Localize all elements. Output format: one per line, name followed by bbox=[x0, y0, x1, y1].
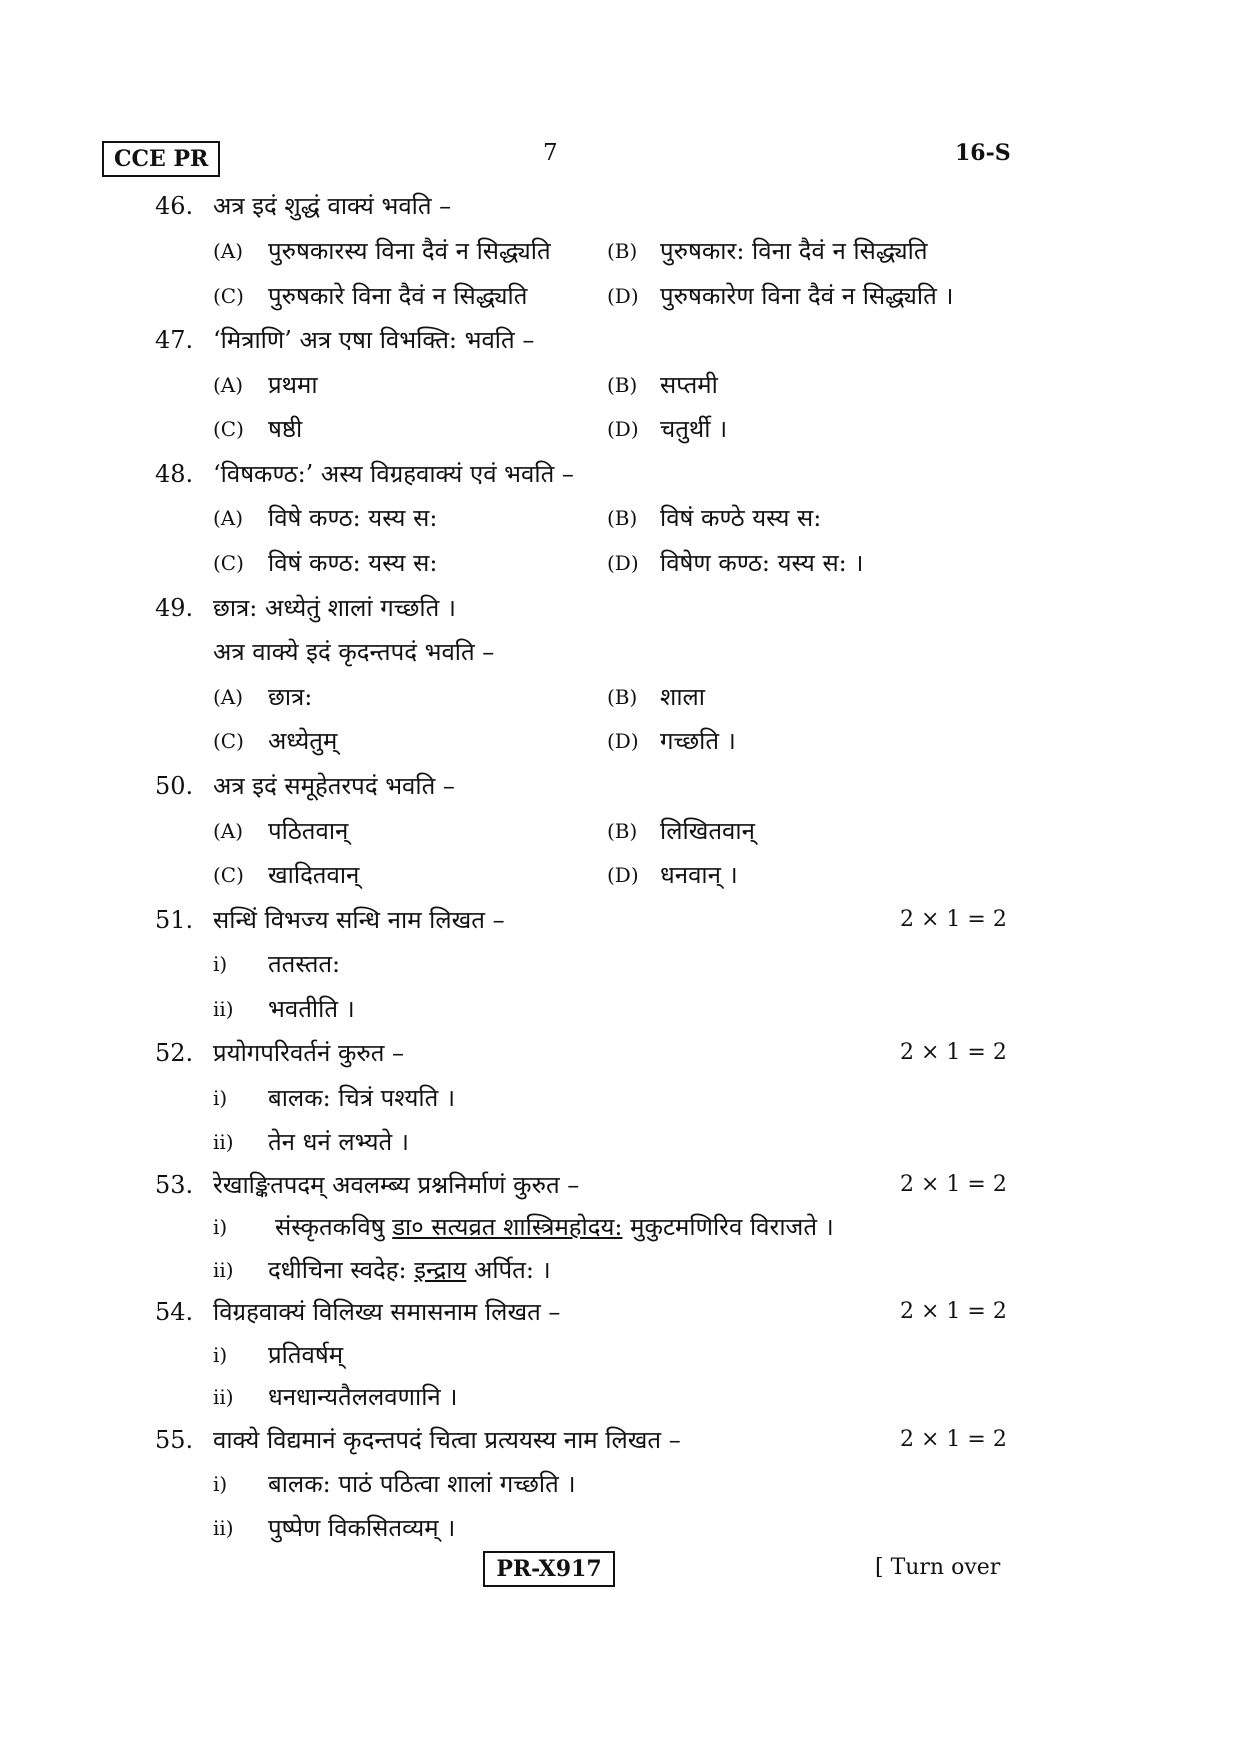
question-text: छात्र: अध्येतुं शालां गच्छति । bbox=[213, 594, 457, 622]
sub-item-text: बालक: चित्रं पश्यति । bbox=[268, 1084, 456, 1112]
option-c: पुरुषकारे विना दैवं न सिद्ध्यति bbox=[268, 282, 528, 310]
option-label: (B) bbox=[607, 373, 638, 397]
sub-item-label: ii) bbox=[213, 1385, 234, 1409]
option-label: (D) bbox=[607, 863, 639, 887]
sub-item-label: ii) bbox=[213, 1258, 234, 1282]
option-a: छात्र: bbox=[268, 683, 313, 711]
footer-code-box: PR-X917 bbox=[483, 1551, 615, 1587]
option-a: पुरुषकारस्य विना दैवं न सिद्ध्यति bbox=[268, 237, 551, 265]
option-label: (A) bbox=[213, 373, 244, 397]
question-text: ‘मित्राणि’ अत्र एषा विभक्ति: भवति – bbox=[213, 326, 535, 354]
option-b: सप्तमी bbox=[660, 371, 718, 399]
question-text: अत्र इदं शुद्धं वाक्यं भवति – bbox=[213, 192, 452, 220]
option-label: (D) bbox=[607, 551, 639, 575]
sub-item-label: i) bbox=[213, 952, 228, 976]
option-d: धनवान् । bbox=[660, 861, 738, 889]
option-d: चतुर्थी । bbox=[660, 415, 728, 443]
sub-item-text bbox=[275, 1205, 834, 1249]
question-marks: 2 × 1 = 2 bbox=[900, 907, 1007, 932]
sub-item-text: पुष्पेण विकसितव्यम् । bbox=[268, 1514, 456, 1542]
option-d: पुरुषकारेण विना दैवं न सिद्ध्यति । bbox=[660, 282, 954, 310]
question-text: विग्रहवाक्यं विलिख्य समासनाम लिखत – bbox=[213, 1298, 561, 1326]
sub-item-label: i) bbox=[213, 1472, 228, 1496]
sub-item-label: ii) bbox=[213, 1516, 234, 1540]
page-number: 7 bbox=[543, 140, 558, 166]
underlined-phrase: इन्द्राय bbox=[414, 1256, 467, 1284]
sub-item-text-post: मुकुटमणिरिव विराजते । bbox=[630, 1213, 834, 1241]
sub-item-text: धनधान्यतैललवणानि । bbox=[268, 1383, 458, 1411]
sub-item-text: ततस्तत: bbox=[268, 950, 341, 978]
question-number: 46. bbox=[155, 192, 194, 220]
question-text: वाक्ये विद्यमानं कृदन्तपदं चित्वा प्रत्ययस्य नाम लिखत – bbox=[213, 1426, 681, 1454]
option-label: (B) bbox=[607, 819, 638, 843]
turn-over-note: [ Turn over bbox=[875, 1555, 1001, 1580]
header-code-box: CCE PR bbox=[102, 141, 220, 177]
question-number: 55. bbox=[155, 1426, 194, 1454]
question-number: 53. bbox=[155, 1171, 194, 1199]
question-number: 50. bbox=[155, 772, 194, 800]
option-a: पठितवान् bbox=[268, 817, 349, 845]
option-c: खादितवान् bbox=[268, 861, 360, 889]
option-label: (B) bbox=[607, 685, 638, 709]
option-b: लिखितवान् bbox=[660, 817, 755, 845]
question-marks: 2 × 1 = 2 bbox=[900, 1172, 1007, 1197]
option-d: विषेण कण्ठ: यस्य स: । bbox=[660, 549, 864, 577]
question-number: 48. bbox=[155, 460, 194, 488]
sub-item-text-pre: दधीचिना स्वदेह: bbox=[268, 1256, 407, 1284]
option-c: षष्ठी bbox=[268, 415, 303, 443]
question-text: अत्र इदं समूहेतरपदं भवति – bbox=[213, 772, 455, 800]
option-label: (D) bbox=[607, 729, 639, 753]
option-c: विषं कण्ठ: यस्य स: bbox=[268, 549, 438, 577]
sub-item-label: i) bbox=[213, 1343, 228, 1367]
question-number: 49. bbox=[155, 594, 194, 622]
question-number: 52. bbox=[155, 1039, 194, 1067]
option-label: (A) bbox=[213, 239, 244, 263]
question-marks: 2 × 1 = 2 bbox=[900, 1299, 1007, 1324]
option-a: प्रथमा bbox=[268, 371, 318, 399]
sub-item-label: i) bbox=[213, 1086, 228, 1110]
sub-item-label: ii) bbox=[213, 997, 234, 1021]
question-number: 47. bbox=[155, 326, 194, 354]
question-number: 54. bbox=[155, 1298, 194, 1326]
option-label: (B) bbox=[607, 239, 638, 263]
sub-item-label: ii) bbox=[213, 1130, 234, 1154]
option-d: गच्छति । bbox=[660, 727, 736, 755]
question-number: 51. bbox=[155, 906, 194, 934]
question-subtext-text: अत्र वाक्ये इदं कृदन्तपदं भवति – bbox=[213, 638, 495, 666]
option-c: अध्येतुम् bbox=[268, 727, 338, 755]
sub-item-text-post: अर्पित: । bbox=[473, 1256, 551, 1284]
question-marks: 2 × 1 = 2 bbox=[900, 1040, 1007, 1065]
option-b: शाला bbox=[660, 683, 706, 711]
underlined-phrase: डा० सत्यव्रत शास्त्रिमहोदय: bbox=[392, 1213, 623, 1241]
question-text: प्रयोगपरिवर्तनं कुरुत – bbox=[213, 1039, 405, 1067]
sub-item-text-pre: संस्कृतकविषु bbox=[275, 1213, 385, 1241]
option-a: विषे कण्ठ: यस्य स: bbox=[268, 504, 438, 532]
sub-item-text bbox=[268, 1248, 551, 1292]
option-label: (A) bbox=[213, 819, 244, 843]
question-text: सन्धिं विभज्य सन्धि नाम लिखत – bbox=[213, 906, 505, 934]
option-label: (D) bbox=[607, 417, 639, 441]
question-text: ‘विषकण्ठ:’ अस्य विग्रहवाक्यं एवं भवति – bbox=[213, 460, 574, 488]
option-label: (C) bbox=[213, 863, 244, 887]
sub-item-text: प्रतिवर्षम् bbox=[268, 1341, 344, 1369]
option-b: पुरुषकार: विना दैवं न सिद्ध्यति bbox=[660, 237, 928, 265]
sub-item-text: तेन धनं लभ्यते । bbox=[268, 1128, 409, 1156]
option-label: (D) bbox=[607, 284, 639, 308]
question-marks: 2 × 1 = 2 bbox=[900, 1427, 1007, 1452]
option-label: (B) bbox=[607, 506, 638, 530]
question-text: रेखाङ्कितपदम् अवलम्ब्य प्रश्ननिर्माणं कुरुत – bbox=[213, 1171, 580, 1199]
option-label: (C) bbox=[213, 729, 244, 753]
option-label: (A) bbox=[213, 506, 244, 530]
option-label: (C) bbox=[213, 417, 244, 441]
option-b: विषं कण्ठे यस्य स: bbox=[660, 504, 822, 532]
option-label: (C) bbox=[213, 284, 244, 308]
sub-item-label: i) bbox=[213, 1215, 228, 1239]
header-paper-code: 16-S bbox=[955, 140, 1011, 166]
sub-item-text: बालक: पाठं पठित्वा शालां गच्छति । bbox=[268, 1470, 576, 1498]
sub-item-text: भवतीति । bbox=[268, 995, 355, 1023]
option-label: (A) bbox=[213, 685, 244, 709]
option-label: (C) bbox=[213, 551, 244, 575]
